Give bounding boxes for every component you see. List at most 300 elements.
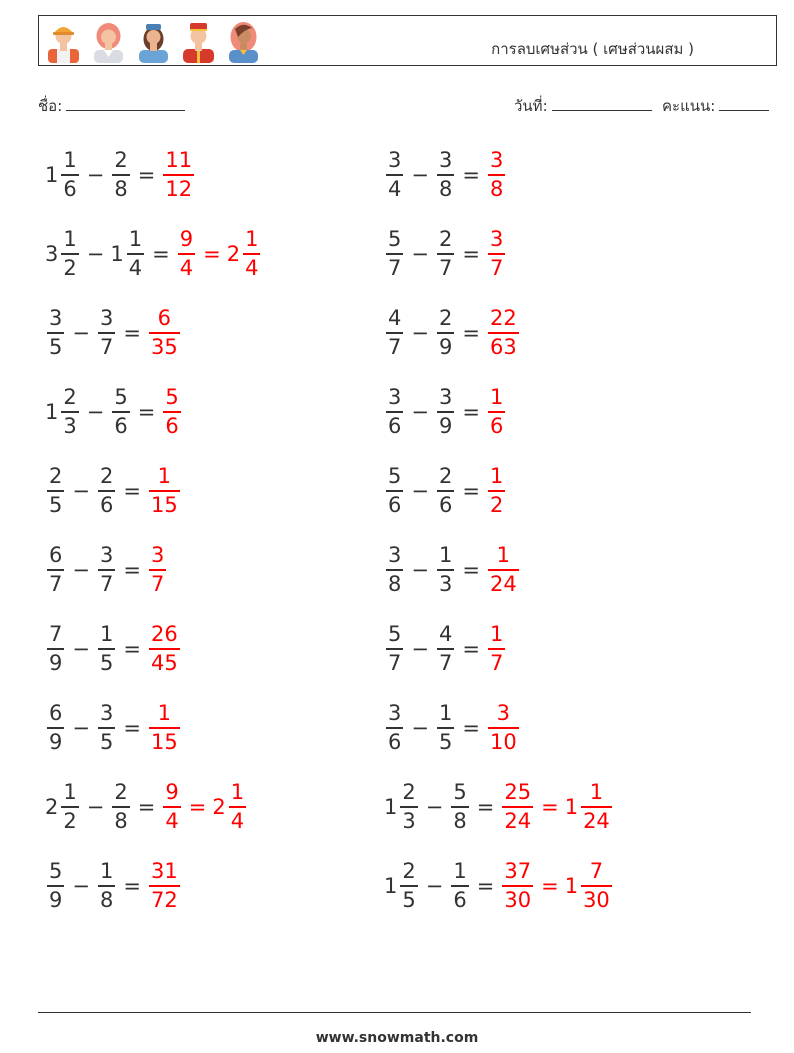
denominator: 6 xyxy=(453,887,467,912)
answer xyxy=(147,466,182,516)
numerator: 3 xyxy=(438,385,453,410)
equals-sign: = xyxy=(541,795,559,819)
minuend xyxy=(45,545,66,595)
denominator: 7 xyxy=(99,334,114,359)
footer-url: www.snowmath.com xyxy=(315,1030,479,1046)
minus-sign: − xyxy=(411,400,429,424)
answer-mixed-number xyxy=(565,861,614,911)
answer xyxy=(486,703,521,753)
answer-fraction xyxy=(147,861,182,911)
minus-sign: − xyxy=(86,163,105,187)
answer xyxy=(147,308,182,358)
answer xyxy=(161,782,248,832)
equals-sign: = xyxy=(476,795,495,819)
denominator: 12 xyxy=(165,176,193,201)
numerator: 1 xyxy=(63,148,77,173)
fraction xyxy=(149,308,180,358)
fraction xyxy=(163,387,180,437)
answer xyxy=(486,624,507,674)
problem-item xyxy=(384,693,521,763)
fraction xyxy=(488,150,505,200)
minuend xyxy=(384,545,405,595)
equals-sign: = xyxy=(476,874,495,898)
fraction xyxy=(488,624,505,674)
minus-sign: − xyxy=(72,558,90,582)
problem-item xyxy=(384,298,521,368)
answer-mixed-number xyxy=(227,229,263,279)
fraction xyxy=(488,229,505,279)
fraction xyxy=(488,387,505,437)
denominator: 35 xyxy=(150,334,178,359)
fraction xyxy=(47,466,64,516)
denominator: 7 xyxy=(388,650,402,675)
denominator: 7 xyxy=(388,255,402,280)
numerator: 2 xyxy=(438,464,453,489)
equals-sign: = xyxy=(152,242,170,266)
numerator: 1 xyxy=(157,464,172,489)
numerator: 9 xyxy=(165,780,179,805)
fraction xyxy=(112,782,129,832)
denominator: 24 xyxy=(489,571,517,596)
answer-fraction xyxy=(147,466,182,516)
numerator: 5 xyxy=(388,622,402,647)
minus-sign: − xyxy=(425,795,444,819)
fraction xyxy=(243,229,260,279)
equals-sign: = xyxy=(462,637,480,661)
name-label: ชื่อ: xyxy=(38,97,63,115)
fraction xyxy=(163,782,180,832)
numerator: 25 xyxy=(504,780,532,805)
answer-fraction xyxy=(486,229,507,279)
fraction xyxy=(149,861,180,911)
denominator: 6 xyxy=(438,492,453,517)
minuend xyxy=(45,703,66,753)
denominator: 5 xyxy=(49,334,63,359)
fraction xyxy=(437,308,454,358)
fraction xyxy=(502,782,533,832)
whole-number: 2 xyxy=(212,795,226,819)
problem-item xyxy=(384,772,614,842)
denominator: 6 xyxy=(165,413,179,438)
answer-fraction xyxy=(486,466,507,516)
fraction xyxy=(437,150,454,200)
numerator: 3 xyxy=(388,148,402,173)
denominator: 6 xyxy=(99,492,114,517)
numerator: 37 xyxy=(504,859,532,884)
fraction xyxy=(98,624,115,674)
numerator: 1 xyxy=(245,227,259,252)
numerator: 22 xyxy=(489,306,517,331)
fraction xyxy=(451,861,468,911)
denominator: 3 xyxy=(402,808,416,833)
numerator: 1 xyxy=(157,701,172,726)
subtrahend xyxy=(110,782,131,832)
problem-item xyxy=(45,693,182,763)
fraction xyxy=(47,624,64,674)
subtrahend xyxy=(435,624,456,674)
fraction xyxy=(61,150,78,200)
denominator: 30 xyxy=(583,887,610,912)
numerator: 1 xyxy=(438,701,453,726)
fraction xyxy=(437,624,454,674)
subtrahend xyxy=(435,545,456,595)
answer xyxy=(486,466,507,516)
numerator: 11 xyxy=(165,148,193,173)
numerator: 3 xyxy=(99,543,114,568)
subtrahend xyxy=(435,150,456,200)
answer-fraction xyxy=(147,308,182,358)
problem-item xyxy=(384,535,521,605)
answer-fraction xyxy=(161,150,196,200)
problem-item xyxy=(45,772,248,842)
minuend xyxy=(45,782,81,832)
minuend xyxy=(45,466,66,516)
problem-item xyxy=(384,140,507,210)
denominator: 4 xyxy=(245,255,259,280)
denominator: 7 xyxy=(49,571,63,596)
denominator: 5 xyxy=(99,650,114,675)
numerator: 2 xyxy=(114,148,128,173)
answer-fraction xyxy=(147,703,182,753)
numerator: 1 xyxy=(230,780,245,805)
answer xyxy=(500,861,613,911)
numerator: 4 xyxy=(438,622,453,647)
minuend xyxy=(45,308,66,358)
fraction xyxy=(386,150,403,200)
answer-fraction xyxy=(161,782,182,832)
numerator: 5 xyxy=(165,385,179,410)
denominator: 8 xyxy=(489,176,504,201)
denominator: 7 xyxy=(438,255,453,280)
equals-sign: = xyxy=(203,242,221,266)
whole-number: 1 xyxy=(45,400,59,424)
whole-number: 2 xyxy=(45,795,59,819)
numerator: 1 xyxy=(99,859,114,884)
problem-item xyxy=(45,614,182,684)
fraction xyxy=(112,150,129,200)
minuend xyxy=(384,466,405,516)
equals-sign: = xyxy=(462,400,480,424)
denominator: 8 xyxy=(388,571,402,596)
fraction xyxy=(386,703,403,753)
answer-fraction xyxy=(176,229,197,279)
answer xyxy=(147,703,182,753)
fraction xyxy=(437,229,454,279)
denominator: 8 xyxy=(453,808,467,833)
numerator: 1 xyxy=(496,543,511,568)
numerator: 3 xyxy=(496,701,511,726)
denominator: 8 xyxy=(114,808,128,833)
fraction xyxy=(149,624,180,674)
problem-item xyxy=(384,614,507,684)
minuend xyxy=(45,624,66,674)
answer-fraction xyxy=(486,545,521,595)
numerator: 2 xyxy=(99,464,114,489)
denominator: 6 xyxy=(388,729,402,754)
answer xyxy=(147,861,182,911)
denominator: 3 xyxy=(438,571,453,596)
problem-item xyxy=(45,219,262,289)
whole-number: 1 xyxy=(384,795,398,819)
minuend xyxy=(45,229,81,279)
numerator: 5 xyxy=(49,859,63,884)
fraction xyxy=(386,387,403,437)
fraction xyxy=(61,387,78,437)
subtrahend xyxy=(435,466,456,516)
minus-sign: − xyxy=(425,874,444,898)
problem-item xyxy=(384,377,507,447)
answer xyxy=(500,782,613,832)
fraction xyxy=(149,703,180,753)
minus-sign: − xyxy=(72,716,90,740)
numerator: 3 xyxy=(49,306,63,331)
fraction xyxy=(98,545,115,595)
fraction xyxy=(437,703,454,753)
problem-item xyxy=(45,377,183,447)
numerator: 26 xyxy=(150,622,178,647)
numerator: 1 xyxy=(438,543,453,568)
minus-sign: − xyxy=(72,321,90,345)
numerator: 9 xyxy=(179,227,194,252)
equals-sign: = xyxy=(123,874,141,898)
problem-item xyxy=(45,298,182,368)
numerator: 7 xyxy=(589,859,604,884)
denominator: 5 xyxy=(99,729,114,754)
equals-sign: = xyxy=(462,321,480,345)
numerator: 3 xyxy=(489,227,504,252)
fraction xyxy=(451,782,468,832)
minus-sign: − xyxy=(411,558,429,582)
answer-mixed-number xyxy=(212,782,248,832)
problem-item xyxy=(384,456,507,526)
answer-fraction xyxy=(486,150,507,200)
numerator: 6 xyxy=(49,701,63,726)
whole-number: 1 xyxy=(110,242,124,266)
equals-sign: = xyxy=(462,558,480,582)
equals-sign: = xyxy=(137,400,156,424)
fraction xyxy=(488,545,519,595)
equals-sign: = xyxy=(123,716,141,740)
denominator: 45 xyxy=(150,650,178,675)
answer xyxy=(486,229,507,279)
fraction xyxy=(437,387,454,437)
numerator: 1 xyxy=(453,859,467,884)
denominator: 9 xyxy=(438,334,453,359)
equals-sign: = xyxy=(462,716,480,740)
subtrahend xyxy=(110,387,131,437)
answer-mixed-number xyxy=(565,782,614,832)
subtrahend xyxy=(449,782,470,832)
fraction xyxy=(98,703,115,753)
minuend xyxy=(45,387,81,437)
numerator: 2 xyxy=(438,306,453,331)
minus-sign: − xyxy=(411,321,429,345)
problem-item xyxy=(45,140,196,210)
denominator: 7 xyxy=(150,571,165,596)
fraction xyxy=(47,545,64,595)
equals-sign: = xyxy=(462,242,480,266)
numerator: 1 xyxy=(489,385,504,410)
equals-sign: = xyxy=(462,163,480,187)
denominator: 9 xyxy=(49,650,63,675)
subtrahend xyxy=(435,387,456,437)
denominator: 7 xyxy=(438,650,453,675)
denominator: 8 xyxy=(438,176,453,201)
fraction xyxy=(149,545,166,595)
denominator: 8 xyxy=(99,887,114,912)
fraction xyxy=(488,466,505,516)
numerator: 3 xyxy=(388,385,402,410)
denominator: 4 xyxy=(128,255,143,280)
numerator: 7 xyxy=(49,622,63,647)
denominator: 2 xyxy=(489,492,504,517)
numerator: 6 xyxy=(157,306,172,331)
minuend xyxy=(384,782,420,832)
numerator: 3 xyxy=(388,701,402,726)
subtrahend xyxy=(435,229,456,279)
minus-sign: − xyxy=(72,479,90,503)
fraction xyxy=(47,308,64,358)
denominator: 24 xyxy=(504,808,532,833)
problem-item xyxy=(45,456,182,526)
numerator: 2 xyxy=(402,859,416,884)
denominator: 2 xyxy=(63,808,77,833)
numerator: 1 xyxy=(99,622,114,647)
answer xyxy=(147,545,168,595)
fraction xyxy=(229,782,246,832)
answer-fraction xyxy=(486,387,507,437)
whole-number: 1 xyxy=(45,163,59,187)
date-label: วันที่: xyxy=(514,97,548,115)
denominator: 6 xyxy=(489,413,504,438)
subtrahend xyxy=(96,703,117,753)
subtrahend xyxy=(96,466,117,516)
equals-sign: = xyxy=(123,321,141,345)
answer-fraction xyxy=(147,624,182,674)
whole-number: 3 xyxy=(45,242,59,266)
fraction xyxy=(502,861,533,911)
denominator: 6 xyxy=(63,176,77,201)
numerator: 3 xyxy=(489,148,504,173)
fraction xyxy=(400,782,417,832)
denominator: 63 xyxy=(489,334,517,359)
fraction xyxy=(488,308,519,358)
minuend xyxy=(384,229,405,279)
subtrahend xyxy=(435,703,456,753)
subtrahend xyxy=(435,308,456,358)
denominator: 15 xyxy=(150,492,178,517)
denominator: 24 xyxy=(583,808,610,833)
denominator: 7 xyxy=(388,334,402,359)
minuend xyxy=(45,150,81,200)
answer-fraction xyxy=(486,308,521,358)
fraction xyxy=(47,861,64,911)
numerator: 6 xyxy=(49,543,63,568)
numerator: 1 xyxy=(489,464,504,489)
footer-divider xyxy=(38,1012,751,1013)
denominator: 15 xyxy=(150,729,178,754)
answer xyxy=(161,387,182,437)
minus-sign: − xyxy=(411,163,429,187)
minuend xyxy=(384,703,405,753)
fraction xyxy=(61,229,78,279)
minus-sign: − xyxy=(86,795,105,819)
problem-item xyxy=(45,535,168,605)
subtrahend xyxy=(96,861,117,911)
subtrahend xyxy=(96,308,117,358)
numerator: 5 xyxy=(388,227,402,252)
minuend xyxy=(384,387,405,437)
equals-sign: = xyxy=(188,795,207,819)
fraction xyxy=(112,387,129,437)
fraction xyxy=(386,466,403,516)
minus-sign: − xyxy=(86,242,105,266)
fraction xyxy=(386,308,403,358)
subtrahend xyxy=(96,545,117,595)
numerator: 5 xyxy=(114,385,128,410)
minus-sign: − xyxy=(72,874,90,898)
denominator: 5 xyxy=(402,887,416,912)
fraction xyxy=(386,545,403,595)
score-label: คะแนน: xyxy=(662,97,716,115)
whole-number: 2 xyxy=(226,242,241,266)
problem-item xyxy=(384,851,614,921)
fraction xyxy=(98,466,115,516)
denominator: 30 xyxy=(504,887,532,912)
numerator: 4 xyxy=(388,306,402,331)
equals-sign: = xyxy=(541,874,559,898)
fraction xyxy=(163,150,194,200)
worksheet-title: การลบเศษส่วน ( เศษส่วนผสม ) xyxy=(491,40,694,58)
minus-sign: − xyxy=(411,242,429,266)
denominator: 5 xyxy=(49,492,63,517)
denominator: 9 xyxy=(49,729,63,754)
whole-number: 1 xyxy=(564,874,579,898)
denominator: 6 xyxy=(114,413,128,438)
minus-sign: − xyxy=(411,637,429,661)
fraction xyxy=(400,861,417,911)
answer-fraction xyxy=(486,624,507,674)
numerator: 3 xyxy=(99,306,114,331)
numerator: 3 xyxy=(150,543,165,568)
denominator: 6 xyxy=(388,413,402,438)
minuend xyxy=(384,624,405,674)
equals-sign: = xyxy=(123,637,141,661)
denominator: 4 xyxy=(165,808,179,833)
equals-sign: = xyxy=(462,479,480,503)
numerator: 3 xyxy=(99,701,114,726)
minus-sign: − xyxy=(86,400,105,424)
equals-sign: = xyxy=(137,163,156,187)
answer xyxy=(486,308,521,358)
answer-fraction xyxy=(500,782,535,832)
denominator: 9 xyxy=(49,887,63,912)
fraction xyxy=(178,229,195,279)
denominator: 3 xyxy=(63,413,77,438)
minus-sign: − xyxy=(411,716,429,740)
numerator: 2 xyxy=(114,780,128,805)
numerator: 3 xyxy=(388,543,402,568)
minuend xyxy=(384,861,420,911)
numerator: 1 xyxy=(589,780,604,805)
subtrahend xyxy=(110,229,146,279)
denominator: 7 xyxy=(99,571,114,596)
denominator: 4 xyxy=(388,176,402,201)
fraction xyxy=(98,308,115,358)
denominator: 7 xyxy=(489,650,504,675)
fraction xyxy=(437,466,454,516)
fraction xyxy=(127,229,144,279)
